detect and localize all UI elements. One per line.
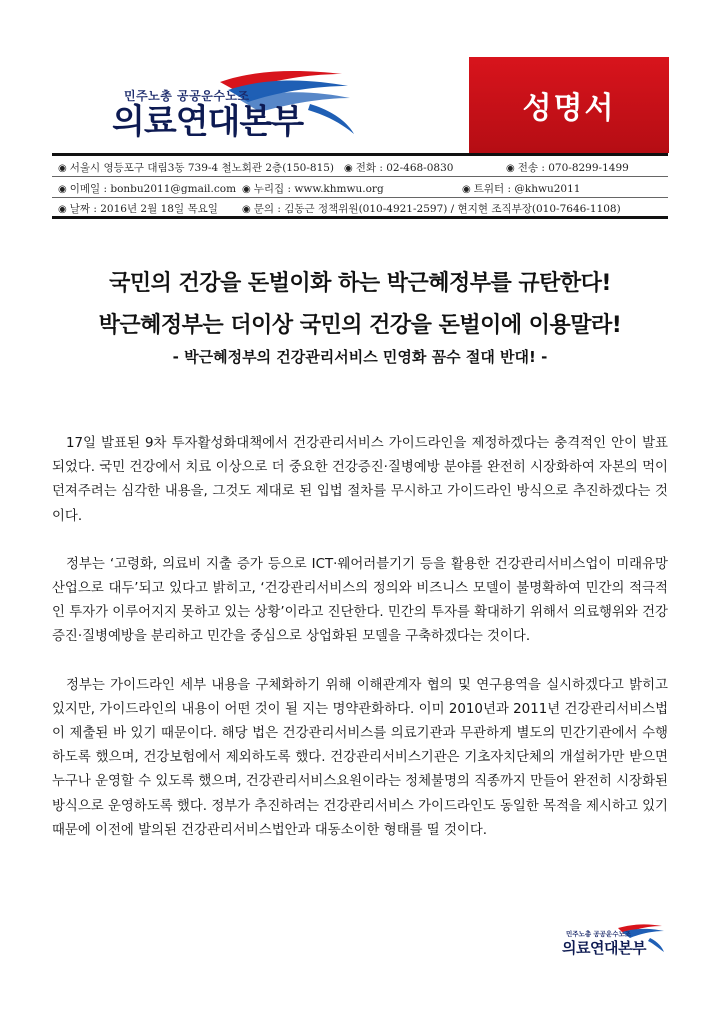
- statement-badge: [469, 57, 669, 153]
- contact-twitter: ◉ 트위터 : @khwu2011: [462, 183, 581, 195]
- bullet-icon: ◉: [242, 204, 251, 215]
- org-subtitle: 민주노총 공공운수노조: [124, 89, 250, 103]
- statement-badge-label: 성명서: [522, 91, 616, 126]
- contact-inquiry: ◉ 문의 : 김동근 정책위원(010-4921-2597) / 현지현 조직부장(010-7646-1108): [242, 203, 621, 215]
- contact-email: ◉ 이메일 : bonbu2011@gmail.com: [58, 183, 237, 195]
- paragraph: 정부는 ‘고령화, 의료비 지출 증가 등으로 ICT·웨어러블기기 등을 활용한 건강관리서비스업이 미래유망산업으로 대두’되고 있다고 밝히고, ‘건강관리서비스의 정의와 비즈니스 모델이 불명확하여 민간의 적극적인 투자가 이루어지지 못하고 있는 상황’이라고 진단한다. 민간의 투자를 확대하기 위해서 의료행위와 건강증진·질병예방을 분리하고 민간을 중심으로 상업화된 모델을 구축하겠다는 것이다.: [52, 556, 668, 645]
- bullet-icon: ◉: [58, 163, 67, 174]
- header-rule-bottom: [52, 216, 668, 219]
- bullet-icon: ◉: [462, 184, 471, 195]
- footer-org-subtitle: 민주노총 공공운수노조: [566, 930, 632, 938]
- org-name: 의료연대본부: [112, 102, 304, 142]
- bullet-icon: ◉: [242, 184, 251, 195]
- footer-logo: [558, 922, 668, 962]
- bullet-icon: ◉: [506, 163, 515, 174]
- contact-website: ◉ 누리집 : www.khmwu.org: [242, 183, 384, 195]
- headline-2: 박근혜정부는 더이상 국민의 건강을 돈벌이에 이용말라!: [98, 313, 622, 338]
- bullet-icon: ◉: [58, 184, 67, 195]
- statement-body: [52, 432, 668, 867]
- subheadline: - 박근혜정부의 건강관리서비스 민영화 꼼수 절대 반대! -: [172, 348, 548, 366]
- bullet-icon: ◉: [344, 163, 353, 174]
- contact-divider-2: [52, 197, 668, 198]
- contact-address: ◉ 서울시 영등포구 대림3동 739-4 철노회관 2층(150-815): [58, 162, 335, 174]
- contact-date: ◉ 날짜 : 2016년 2월 18일 목요일: [58, 203, 218, 215]
- header-rule-top: [52, 153, 668, 156]
- contact-phone: ◉ 전화 : 02-468-0830: [344, 162, 454, 174]
- union-logo: [110, 60, 360, 150]
- paragraph: 정부는 가이드라인 세부 내용을 구체화하기 위해 이해관계자 협의 및 연구용역을 실시하겠다고 밝히고 있지만, 가이드라인의 내용이 어떤 것이 될 지는 명약관화하다. 이미 2010년과 2011년 건강관리서비스법이 제출된 바 있기 때문이다. 해당 법은 건강관리서비스를 의료기관과 무관하게 별도의 민간기관에서 수행하도록 했으며, 건강보험에서 제외하도록 했다. 건강관리서비스기관은 기초자치단체의 개설허가만 받으면 누구나 운영할 수 있도록 했으며, 건강관리서비스요원이라는 정체불명의 직종까지 만들어 완전히 시장화된 방식으로 운영하도록 했다. 정부가 추진하려는 건강관리서비스 가이드라인도 동일한 목적을 제시하고 있기 때문에 이전에 발의된 건강관리서비스법안과 대동소이한 형태를 띨 것이다.: [52, 677, 668, 838]
- paragraph: 17일 발표된 9차 투자활성화대책에서 건강관리서비스 가이드라인을 제정하겠다는 충격적인 안이 발표되었다. 국민 건강에서 치료 이상으로 더 중요한 건강증진·질병예방 분야를 완전히 시장화하여 자본의 먹이 던져주려는 심각한 내용을, 그것도 제대로 된 입법 절차를 무시하고 가이드라인 방식으로 추진하겠다는 것이다.: [52, 436, 668, 524]
- bullet-icon: ◉: [58, 204, 67, 215]
- footer-org-name: 의료연대본부: [562, 939, 646, 957]
- headline-1: 국민의 건강을 돈벌이화 하는 박근혜정부를 규탄한다!: [109, 271, 611, 296]
- contact-divider-1: [52, 176, 668, 177]
- contact-fax: ◉ 전송 : 070-8299-1499: [506, 162, 629, 174]
